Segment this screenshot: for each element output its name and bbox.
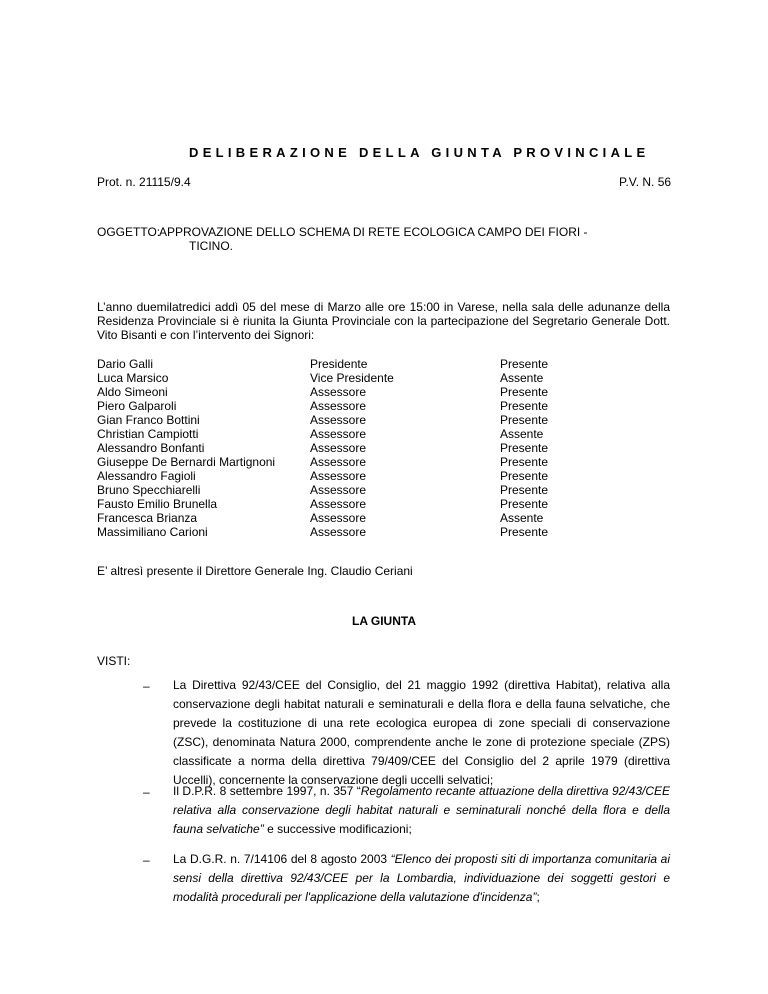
member-names-column [97,357,275,539]
member-status: Assente [500,427,544,441]
list-bullet-3: – [143,853,150,867]
member-status: Assente [500,371,544,385]
member-status: Presente [500,525,549,539]
director-line: E’ altresì presente il Direttore Generale Ing. Claudio Ceriani [97,564,413,578]
member-name: Massimiliano Carioni [97,525,208,539]
member-status: Presente [500,469,549,483]
member-status: Presente [500,497,549,511]
member-status: Presente [500,455,549,469]
list-bullet-2: – [143,785,150,799]
list-bullet-1: – [143,679,150,693]
member-name: Alessandro Bonfanti [97,441,205,455]
member-status: Presente [500,385,549,399]
member-role: Assessore [310,525,367,539]
visti-item-3-post: ; [536,890,540,904]
visti-item-2-pre: Il D.P.R. 8 settembre 1997, n. 357 “ [173,784,361,798]
member-roles-column [310,357,394,539]
member-name: Giuseppe De Bernardi Martignoni [97,455,276,469]
visti-label: VISTI: [97,654,131,668]
giunta-heading: LA GIUNTA [352,614,416,628]
member-name: Fausto Emilio Brunella [97,497,218,511]
subject-line-1: APPROVAZIONE DELLO SCHEMA DI RETE ECOLOGICA CAMPO DEI FIORI - [159,225,588,239]
member-name: Francesca Brianza [97,511,198,525]
member-status: Presente [500,441,549,455]
member-role: Assessore [310,399,367,413]
member-name: Gian Franco Bottini [97,413,200,427]
member-role: Assessore [310,385,367,399]
member-role: Assessore [310,469,367,483]
member-status: Presente [500,399,549,413]
member-role: Presidente [310,357,368,371]
member-status: Presente [500,483,549,497]
member-role: Vice Presidente [310,371,394,385]
member-role: Assessore [310,441,367,455]
member-name: Aldo Simeoni [97,385,168,399]
subject-label: OGGETTO: [97,225,161,239]
member-role: Assessore [310,413,367,427]
visti-item-1: La Direttiva 92/43/CEE del Consiglio, del 21 maggio 1992 (direttiva Habitat), relativa alla conservazione degli habitat naturali e seminaturali e della flora e della fauna selvatiche, che prevede la costituzione di una rete ecologica europea di zone speciali di conservazione (ZSC), denominata Natura 2000, comprendente anche le zone di protezione speciale (ZPS) classificate a norma della direttiva 79/409/CEE del Consiglio del 2 aprile 1979 (direttiva Uccelli), concernente la conservazione degli uccelli selvatici; [173,678,670,787]
member-status: Presente [500,413,549,427]
subject-line-2: TICINO. [189,239,233,253]
member-status-column [500,357,548,539]
member-role: Assessore [310,483,367,497]
visti-item-2 [173,782,670,839]
member-name: Luca Marsico [97,371,169,385]
document-title: DELIBERAZIONE DELLA GIUNTA PROVINCIALE [189,145,650,160]
visti-item-3 [173,850,670,907]
pv-number: P.V. N. 56 [619,175,672,189]
intro-paragraph: L’anno duemilatredici addì 05 del mese di Marzo alle ore 15:00 in Varese, nella sala delle adunanze della Residenza Provinciale si è riunita la Giunta Provinciale con la partecipazione del Segretario Generale Dott. Vito Bisanti e con l’intervento dei Signori: [97,300,670,342]
protocol-number: Prot. n. 21115/9.4 [97,175,191,189]
member-name: Dario Galli [97,357,154,371]
visti-item-3-italic: “Elenco dei proposti siti di importanza comunitaria ai sensi della direttiva 92/43/CEE per la Lombardia, individuazione dei soggetti gestori e modalità procedurali per l'applicazione della valutazione d'incidenza” [173,852,671,904]
member-name: Bruno Specchiarelli [97,483,201,497]
visti-item-3-pre: La D.G.R. n. 7/14106 del 8 agosto 2003 [173,852,391,866]
member-name: Christian Campiotti [97,427,199,441]
member-name: Alessandro Fagioli [97,469,196,483]
visti-item-2-post: e successive modificazioni; [263,822,412,836]
member-status: Assente [500,511,544,525]
member-role: Assessore [310,455,367,469]
member-role: Assessore [310,511,367,525]
member-role: Assessore [310,497,367,511]
visti-item-2-italic: Regolamento recante attuazione della direttiva 92/43/CEE relativa alla conservazione degli habitat naturali e seminaturali nonché della flora e della fauna selvatiche” [173,784,671,836]
member-role: Assessore [310,427,367,441]
member-name: Piero Galparoli [97,399,177,413]
member-status: Presente [500,357,549,371]
